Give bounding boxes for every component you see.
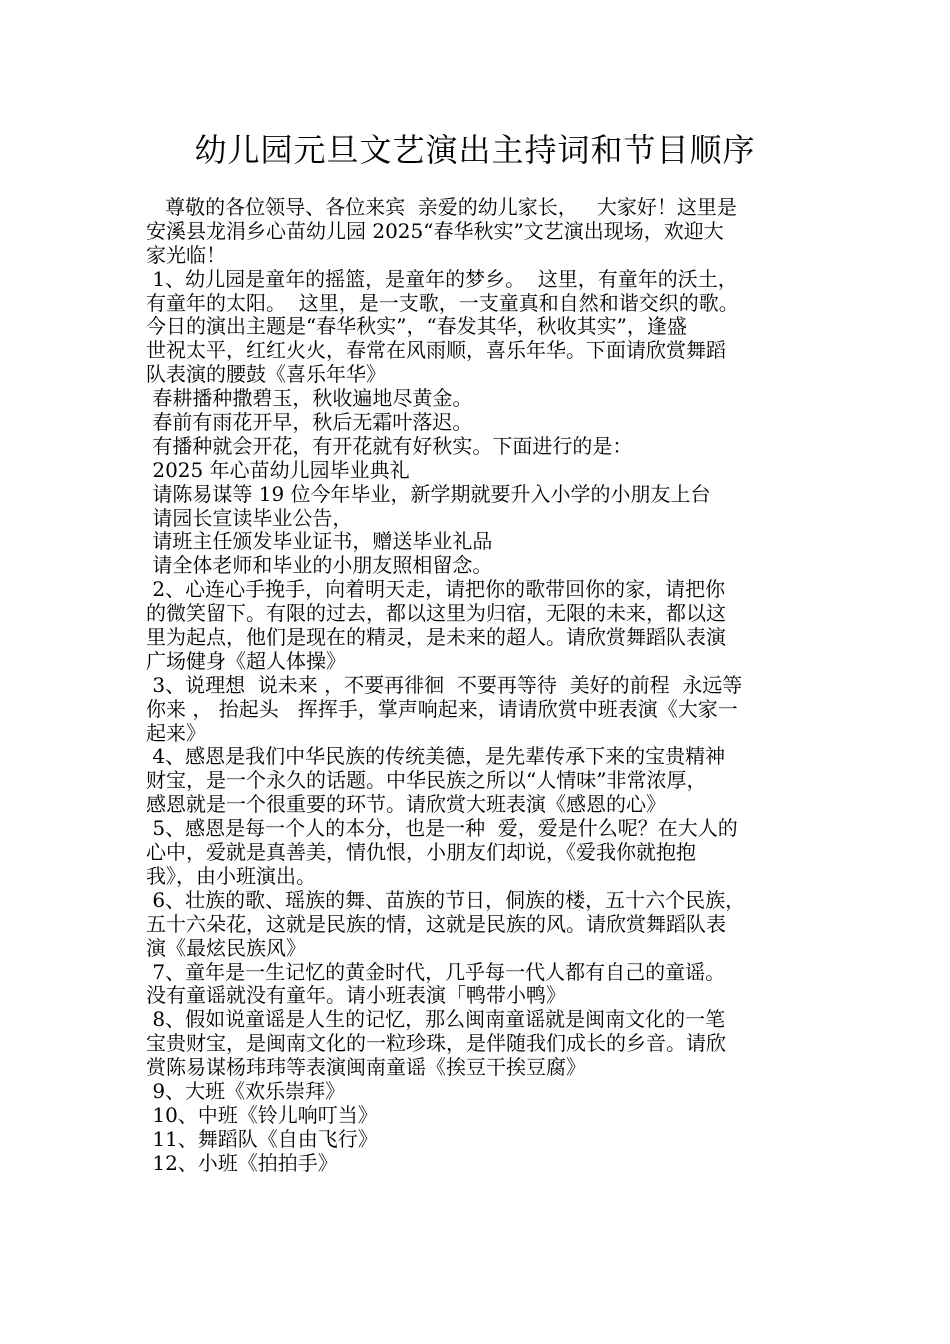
text-line: 队表演的腰鼓《喜乐年华》 <box>146 362 386 387</box>
text-line: 广场健身《超人体操》 <box>146 648 346 673</box>
text-line: 9、大班《欢乐崇拜》 <box>146 1078 346 1103</box>
text-line: 请陈易谋等 19 位今年毕业，新学期就要升入小学的小朋友上台 <box>146 481 711 506</box>
text-line: 财宝，是一个永久的话题。中华民族之所以“人情味”非常浓厚， <box>146 768 707 793</box>
text-line: 的微笑留下。有限的过去，都以这里为归宿，无限的未来，都以这 <box>146 601 726 626</box>
text-line: 演《最炫民族风》 <box>146 935 306 960</box>
text-line: 7、童年是一生记忆的黄金时代，几乎每一代人都有自己的童谣。 <box>146 959 726 984</box>
text-line: 6、壮族的歌、瑶族的舞、苗族的节日，侗族的楼，五十六个民族， <box>146 887 746 912</box>
text-line: 2、心连心手挽手，向着明天走，请把你的歌带回你的家，请把你 <box>146 577 726 602</box>
text-line: 8、假如说童谣是人生的记忆，那么闽南童谣就是闽南文化的一笔 <box>146 1007 726 1032</box>
text-line: 5、感恩是每一个人的本分，也是一种 爱，爱是什么呢？在大人的 <box>146 816 738 841</box>
text-line: 有播种就会开花，有开花就有好秋实。下面进行的是： <box>146 433 633 458</box>
text-line: 2025 年心苗幼儿园毕业典礼 <box>146 457 410 482</box>
text-line: 五十六朵花，这就是民族的情，这就是民族的风。请欣赏舞蹈队表 <box>146 911 726 936</box>
text-line: 我》，由小班演出。 <box>146 863 316 888</box>
text-line: 家光临！ <box>146 242 226 267</box>
text-line: 有童年的太阳。 这里，是一支歌，一支童真和自然和谐交织的歌。 <box>146 290 739 315</box>
text-line: 4、感恩是我们中华民族的传统美德，是先辈传承下来的宝贵精神 <box>146 744 726 769</box>
text-line: 尊敬的各位领导、各位来宾 亲爱的幼儿家长， 大家好！这里是 <box>146 195 737 219</box>
text-line: 今日的演出主题是“春华秋实”，“春发其华，秋收其实”，逢盛 <box>146 314 687 339</box>
text-line: 3、说理想 说未来 ，不要再徘徊 不要再等待 美好的前程 永远等 <box>146 672 743 697</box>
text-line: 没有童谣就没有童年。请小班表演「鸭带小鸭》 <box>146 983 566 1008</box>
text-line: 起来》 <box>146 720 206 745</box>
text-line: 请班主任颁发毕业证书，赠送毕业礼品 <box>146 529 493 554</box>
text-line: 赏陈易谋杨玮玮等表演闽南童谣《挨豆干挨豆腐》 <box>146 1055 586 1080</box>
text-line: 你来 ， 抬起头 挥挥手，掌声响起来，请请欣赏中班表演《大家一 <box>146 696 738 721</box>
text-line: 春前有雨花开早，秋后无霜叶落迟。 <box>146 410 473 435</box>
text-line: 10、中班《铃儿响叮当》 <box>146 1102 378 1127</box>
text-line: 心中，爱就是真善美，情仇恨，小朋友们却说，《爱我你就抱抱 <box>146 840 696 865</box>
text-line: 11、舞蹈队《自由飞行》 <box>146 1126 378 1151</box>
text-line: 请全体老师和毕业的小朋友照相留念。 <box>146 553 493 578</box>
text-line: 安溪县龙涓乡心苗幼儿园 2025“春华秋实”文艺演出现场，欢迎大 <box>146 218 724 243</box>
text-line: 里为起点，他们是现在的精灵，是未来的超人。请欣赏舞蹈队表演 <box>146 625 726 650</box>
text-line: 世祝太平，红红火火，春常在风雨顺，喜乐年华。下面请欣赏舞蹈 <box>146 338 726 363</box>
text-line: 1、幼儿园是童年的摇篮，是童年的梦乡。 这里，有童年的沃土， <box>146 266 738 291</box>
document-body <box>146 196 820 1176</box>
text-line: 请园长宣读毕业公告， <box>146 505 353 530</box>
text-line: 感恩就是一个很重要的环节。请欣赏大班表演《感恩的心》 <box>146 792 666 817</box>
document-title: 幼儿园元旦文艺演出主持词和节目顺序 <box>194 131 756 169</box>
text-line: 宝贵财宝，是闽南文化的一粒珍珠，是伴随我们成长的乡音。请欣 <box>146 1031 726 1056</box>
text-line: 春耕播种撒碧玉，秋收遍地尽黄金。 <box>146 386 473 411</box>
text-line: 12、小班《拍拍手》 <box>146 1150 338 1175</box>
